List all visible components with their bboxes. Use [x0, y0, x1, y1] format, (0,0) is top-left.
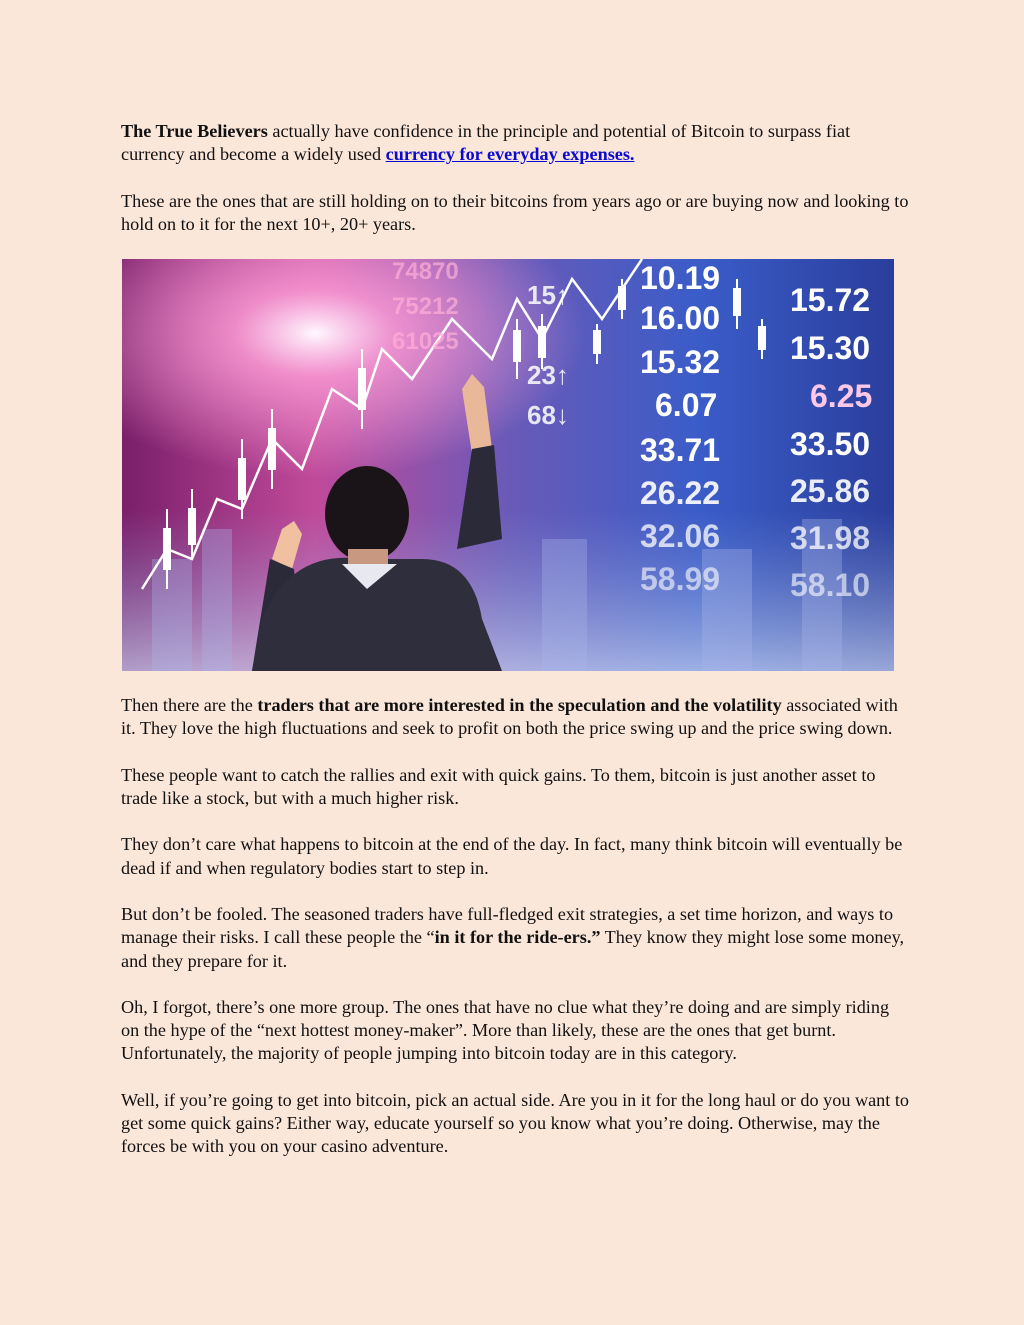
article-body: [121, 120, 911, 1182]
paragraph-seasoned-traders: But don’t be fooled. The seasoned traders have full-fledged exit strategies, a set time horizon, and ways to manage their risks. I call these people the “in it for the ride-ers.” They know they might lose some money, and they prepare for it.: [121, 903, 905, 971]
paragraph-dont-care: They don’t care what happens to bitcoin at the end of the day. In fact, many think bitcoin will eventually be dead if and when regulatory bodies start to step in.: [121, 834, 903, 878]
ticker-col2-2: 15.30: [790, 330, 871, 367]
ticker-col2-6: 31.98: [790, 520, 871, 557]
ticker-left-3: 61025: [392, 328, 459, 356]
ticker-left-1: 74870: [392, 259, 459, 286]
bold-lead: The True Believers: [121, 121, 268, 141]
ticker-col1-1: 10.19: [640, 260, 721, 297]
ticker-col1-6: 26.22: [640, 475, 721, 512]
ticker-col1-5: 33.71: [640, 432, 721, 469]
ticker-col2-5: 25.86: [790, 473, 871, 510]
ticker-mid-3: 68↓: [527, 400, 569, 431]
ticker-col1-8: 58.99: [640, 561, 721, 598]
ticker-col1-4: 6.07: [655, 387, 718, 424]
ticker-col2-4: 33.50: [790, 426, 871, 463]
ticker-col2-7: 58.10: [790, 567, 871, 604]
paragraph-one-more-group: Oh, I forgot, there’s one more group. The ones that have no clue what they’re doing and are simply riding on the hype of the “next hottest money-maker”. More than likely, these are the ones that get burnt. Unfortunately, the majority of people jumping into bitcoin today are in this category.: [121, 996, 890, 1064]
stock-market-illustration: [122, 259, 894, 671]
ticker-mid-1: 15↑: [527, 280, 569, 311]
stock-market-photo: [122, 259, 894, 671]
paragraph-pick-a-side: Well, if you’re going to get into bitcoin, pick an actual side. Are you in it for the long haul or do you want to get some quick gains? Either way, educate yourself so you know what you’re doing. Otherwise, may the forces be with you on your casino adventure.: [121, 1089, 910, 1157]
ticker-col1-7: 32.06: [640, 518, 721, 555]
ticker-col1-2: 16.00: [640, 300, 721, 337]
ticker-col1-3: 15.32: [640, 344, 721, 381]
paragraph-quick-gains: These people want to catch the rallies and exit with quick gains. To them, bitcoin is just another asset to trade like a stock, but with a much higher risk.: [121, 764, 876, 809]
ticker-col2-1: 15.72: [790, 282, 871, 319]
paragraph-traders: Then there are the traders that are more interested in the speculation and the volatility associated with it. They love the high fluctuations and seek to profit on both the price swing up and the price swing down.: [121, 695, 898, 739]
paragraph-true-believers: The True Believers actually have confidence in the principle and potential of Bitcoin to surpass fiat currency and become a widely used currency for everyday expenses.: [121, 121, 851, 165]
ticker-col2-3: 6.25: [810, 378, 873, 415]
ticker-mid-2: 23↑: [527, 360, 569, 391]
paragraph-holders: These are the ones that are still holding on to their bitcoins from years ago or are buying now and looking to hold on to it for the next 10+, 20+ years.: [121, 190, 909, 234]
ticker-left-2: 75212: [392, 293, 459, 321]
currency-link[interactable]: currency for everyday expenses.: [385, 144, 635, 165]
